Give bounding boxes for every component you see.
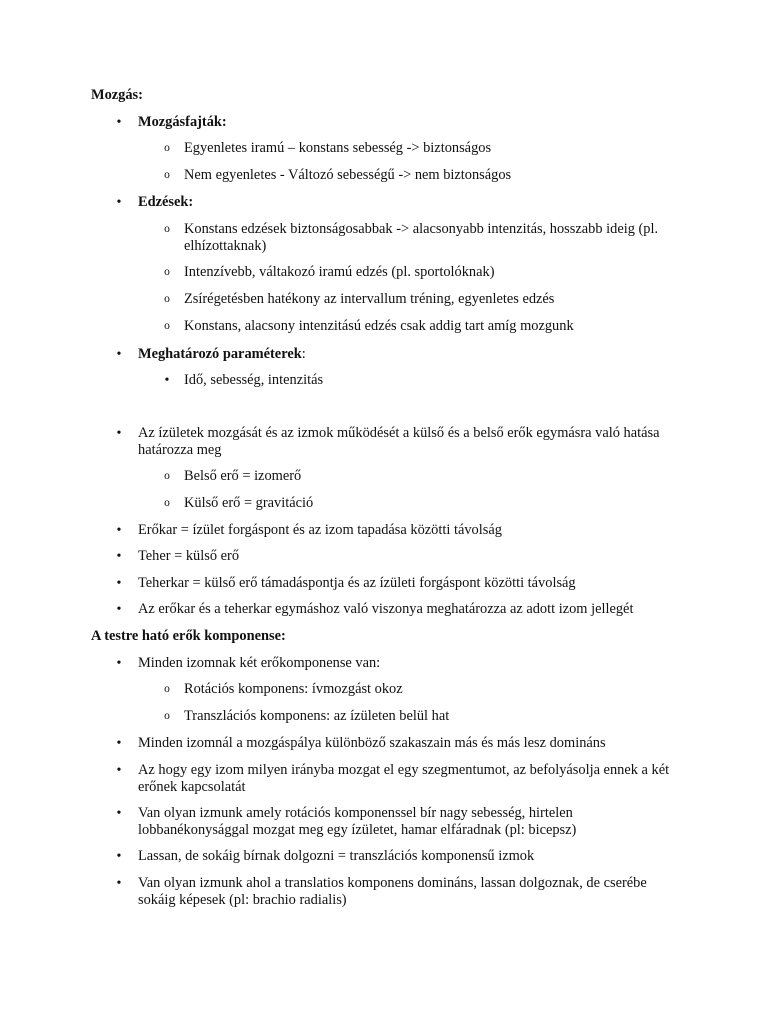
bullet-circle: o [164,497,170,509]
bullet-disc: • [116,602,122,617]
list-item-text: Külső erő = gravitáció [184,495,314,511]
list-item-text: Teher = külső erő [138,548,240,564]
list-item-text: Transzlációs komponens: az ízületen belül hat [184,708,450,724]
list-item-text: Van olyan izmunk amely rotációs komponenssel bír nagy sebesség, hirtelen lobbanékonysággal mozgat meg egy ízületet, hamar elfáradnak (pl: bicepsz) [138,805,577,838]
list-item [164,708,684,725]
list-item-text: Rotációs komponens: ívmozgást okoz [184,681,403,697]
heading-mozgas: Mozgás: [91,87,143,103]
list-item-text: Minden izomnál a mozgáspálya különböző szakaszain más és más lesz domináns [138,735,606,751]
list-item-text: Az ízületek mozgását és az izmok működését a külső és a belső erők egymásra való hatása határozza meg [138,425,660,458]
list-item [164,291,684,308]
list-item-text: Konstans, alacsony intenzitású edzés csak addig tart amíg mozgunk [184,318,574,334]
subheading-suffix: : [301,346,306,362]
list-item-text: Zsírégetésben hatékony az intervallum tréning, egyenletes edzés [184,291,555,307]
list-item [164,264,684,281]
bullet-disc: • [116,656,122,671]
list-item-text: Az erőkar és a teherkar egymáshoz való viszonya meghatározza az adott izom jellegét [138,601,634,617]
list-item [116,875,648,909]
list-item [164,681,684,698]
list-item [164,221,684,255]
bullet-disc: • [116,806,122,821]
bullet-circle: o [164,470,170,482]
bullet-disc: • [116,576,122,591]
list-item [116,655,698,672]
list-item-text: Konstans edzések biztonságosabbak -> alacsonyabb intenzitás, hosszabb ideig (pl. elhízottaknak) [184,221,659,254]
bullet-circle: o [164,320,170,332]
list-item [164,318,684,335]
list-item-text: Belső erő = izomerő [184,468,302,484]
bullet-circle: o [164,169,170,181]
list-item-text: Idő, sebesség, intenzitás [184,372,324,388]
list-item [116,575,698,592]
list-item [116,548,698,565]
list-item [116,425,683,459]
bullet-circle: o [164,710,170,722]
heading-erok-komponense: A testre ható erők komponense: [91,628,286,644]
bullet-disc: • [116,115,122,130]
list-item-text: Erőkar = ízület forgáspont és az izom tapadása közötti távolság [138,522,502,538]
list-item [116,601,698,618]
list-item [164,167,684,184]
bullet-disc: • [164,373,170,388]
list-item [116,805,638,839]
bullet-circle: o [164,142,170,154]
bullet-disc: • [116,763,122,778]
subheading-parameterek: Meghatározó paraméterek [138,346,302,362]
bullet-circle: o [164,293,170,305]
list-item-text: Teherkar = külső erő támadáspontja és az ízületi forgáspont közötti távolság [138,575,576,591]
list-item-text: Nem egyenletes - Változó sebességű -> nem biztonságos [184,167,512,183]
bullet-disc: • [116,195,122,210]
subheading-edzesek: Edzések: [138,194,194,210]
list-item [164,468,684,485]
bullet-disc: • [116,549,122,564]
list-item [116,735,698,752]
list-item [116,522,698,539]
list-item [164,372,684,389]
list-item-edzesek [116,194,698,211]
bullet-disc: • [116,426,122,441]
list-item [116,848,698,865]
list-item-text: Egyenletes iramú – konstans sebesség -> biztonságos [184,140,492,156]
bullet-disc: • [116,523,122,538]
subheading-mozgasfajtak: Mozgásfajták: [138,114,227,130]
list-item-text: Az hogy egy izom milyen irányba mozgat el egy szegmentumot, az befolyásolja ennek a két erőnek kapcsolatát [138,762,670,795]
list-item [116,762,688,796]
list-item-parameterek [116,346,698,363]
bullet-disc: • [116,849,122,864]
bullet-disc: • [116,736,122,751]
list-item [164,140,684,157]
bullet-disc: • [116,876,122,891]
bullet-circle: o [164,266,170,278]
list-item-text: Van olyan izmunk ahol a translatios komponens domináns, lassan dolgoznak, de cserébe sokáig képesek (pl: brachio radialis) [138,875,647,908]
bullet-circle: o [164,223,170,235]
list-item-text: Minden izomnak két erőkomponense van: [138,655,381,671]
list-item-text: Lassan, de sokáig bírnak dolgozni = transzlációs komponensű izmok [138,848,535,864]
list-item-mozgasfajtak [116,114,698,131]
list-item-text: Intenzívebb, váltakozó iramú edzés (pl. sportolóknak) [184,264,495,280]
bullet-circle: o [164,683,170,695]
list-item [164,495,684,512]
bullet-disc: • [116,347,122,362]
